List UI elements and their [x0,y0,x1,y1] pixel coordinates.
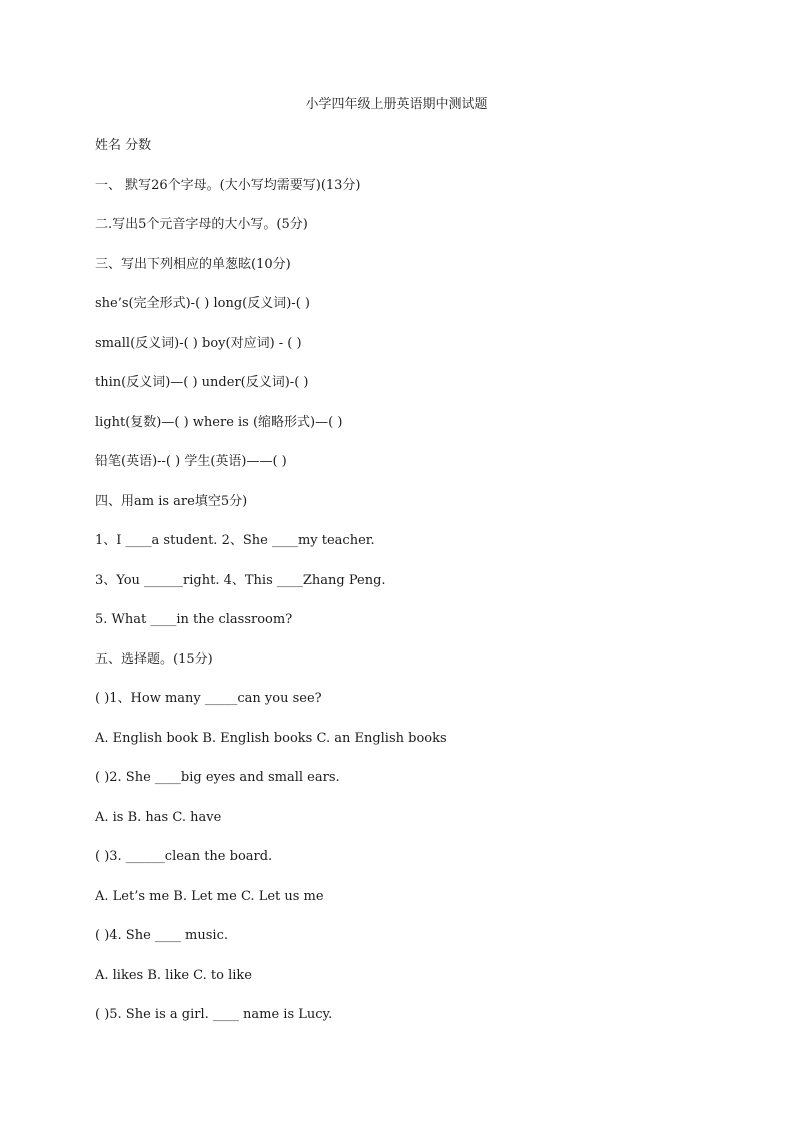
answer-options-line: A. Let’s me B. Let me C. Let us me [95,888,324,904]
answer-options-line: A. English book B. English books C. an English books [95,730,447,746]
section-five-heading: 五、选择题。(15分) [95,651,213,667]
question-line: ( )4. She ____ music. [95,928,228,943]
question-line: thin(反义词)—( ) under(反义词)-( ) [95,375,309,390]
student-info-line: 姓名 分数 [95,138,152,153]
answer-options-line: A. likes B. like C. to like [95,967,252,983]
document-title: 小学四年级上册英语期中测试题 [305,97,488,112]
question-line: ( )2. She ____big eyes and small ears. [95,770,340,785]
question-line: she’s(完全形式)-( ) long(反义词)-( ) [95,296,310,311]
question-line: 3、You ______right. 4、This ____Zhang Peng. [95,572,386,588]
section-four-heading: 四、用am is are填空5分) [95,493,248,509]
question-line: small(反义词)-( ) boy(对应词) - ( ) [95,335,302,351]
question-line: 1、I ____a student. 2、She ____my teacher. [95,533,375,548]
question-line: 5. What ____in the classroom? [95,612,293,627]
answer-options-line: A. is B. has C. have [95,809,222,825]
question-line: ( )5. She is a girl. ____ name is Lucy. [95,1007,333,1022]
question-line: 铅笔(英语)--( ) 学生(英语)——( ) [95,454,287,469]
question-line: ( )1、How many _____can you see? [95,691,322,706]
section-three-heading: 三、写出下列相应的单葱眩(10分) [95,256,291,272]
section-one-heading: 一、 默写26个字母。(大小写均需要写)(13分) [95,177,361,193]
question-line: light(复数)—( ) where is (缩略形式)—( ) [95,414,343,430]
section-two-heading: 二.写出5个元音字母的大小写。(5分) [95,217,308,232]
document-body [95,136,735,1045]
question-line: ( )3. ______clean the board. [95,849,273,864]
